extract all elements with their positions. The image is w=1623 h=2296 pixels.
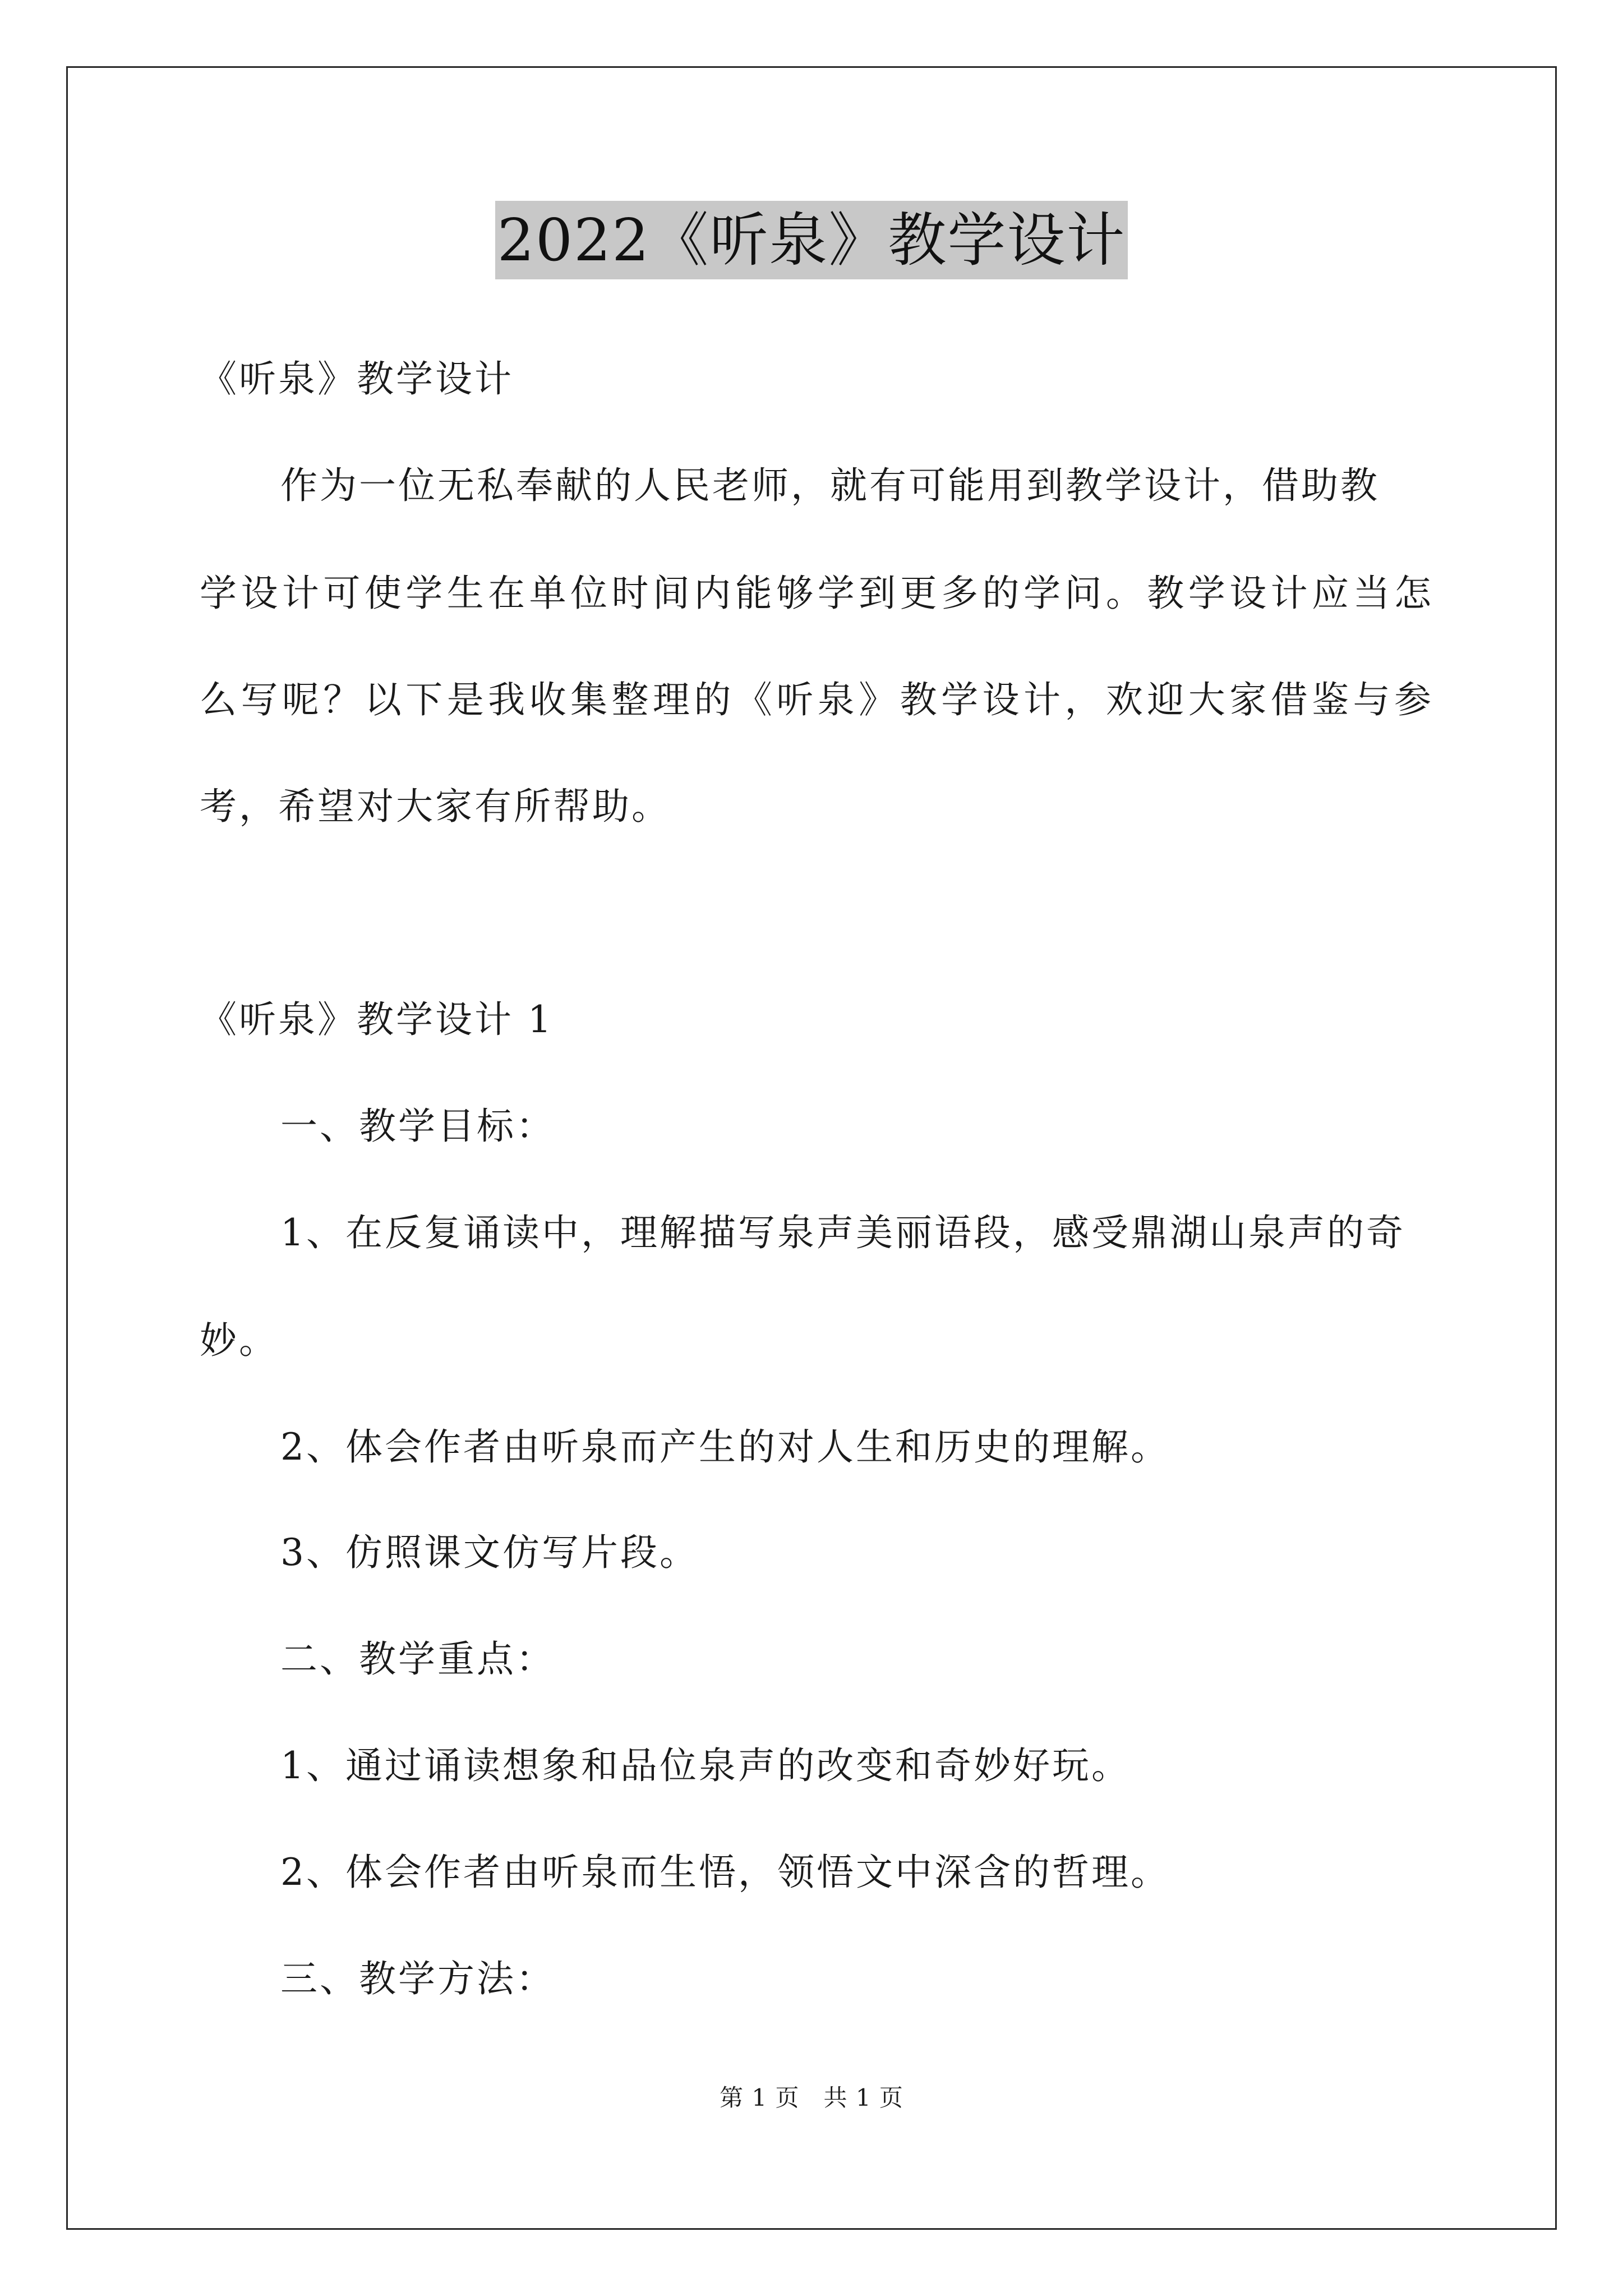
list-item: 1、在反复诵读中，理解描写泉声美丽语段，感受鼎湖山泉声的奇 [280,1211,1405,1254]
subheading: 三、教学方法： [280,1957,555,2000]
list-item: 2、体会作者由听泉而产生的对人生和历史的理解。 [280,1425,1170,1469]
list-item-continuation: 妙。 [200,1319,278,1362]
subheading: 一、教学目标： [280,1105,555,1148]
page-footer: 第 1 页 共 1 页 [720,2084,903,2111]
subheading: 二、教学重点： [280,1637,555,1681]
title-container [0,201,1623,279]
paragraph-line: 考，希望对大家有所帮助。 [200,785,671,828]
paragraph-line: 作为一位无私奉献的人民老师，就有可能用到教学设计，借助教 [280,464,1380,507]
paragraph-line: 学设计可使学生在单位时间内能够学到更多的学问。教学设计应当怎 [200,572,1433,615]
section-heading: 《听泉》教学设计 1 [200,998,554,1041]
paragraph-line: 么写呢？以下是我收集整理的《听泉》教学设计，欢迎大家借鉴与参 [200,678,1433,721]
list-item: 2、体会作者由听泉而生悟，领悟文中深含的哲理。 [280,1851,1170,1894]
document-title: 2022《听泉》教学设计 [495,201,1128,279]
list-item: 3、仿照课文仿写片段。 [280,1531,699,1574]
list-item: 1、通过诵读想象和品位泉声的改变和奇妙好玩。 [280,1744,1131,1787]
subtitle: 《听泉》教学设计 [200,357,514,401]
